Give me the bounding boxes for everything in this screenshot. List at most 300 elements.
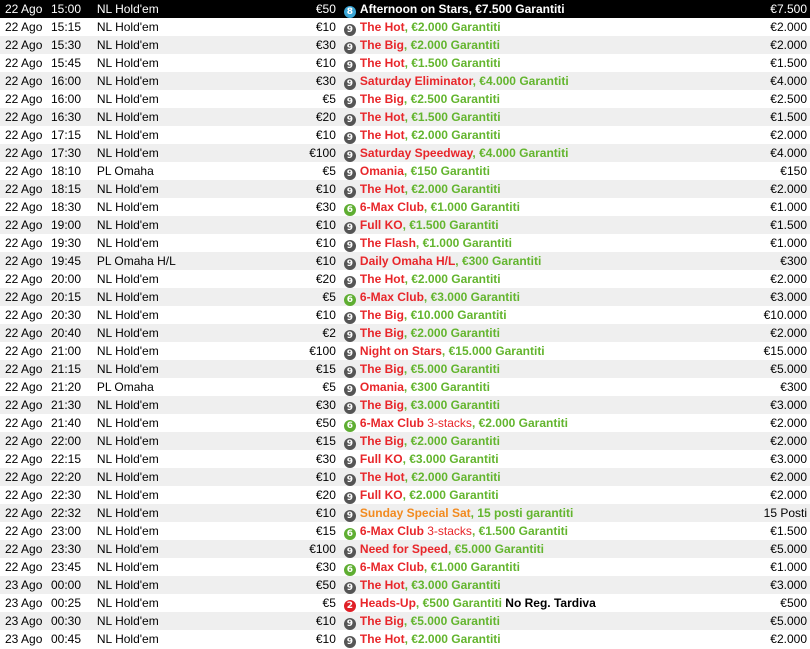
row-prize: €1.500 <box>742 108 810 126</box>
row-game-type: NL Hold'em <box>95 306 287 324</box>
tournament-row[interactable] <box>0 54 810 72</box>
table-size-badge-icon: 8 <box>344 6 356 18</box>
tournament-detail: , €3.000 Garantiti <box>403 398 500 412</box>
tournament-title[interactable]: Night on Stars <box>359 344 442 358</box>
tournament-title[interactable]: The Big <box>359 362 404 376</box>
row-date: 22 Ago <box>0 180 49 198</box>
table-size-badge-icon: 9 <box>344 510 356 522</box>
table-size-badge-icon: 9 <box>344 24 356 36</box>
row-date: 22 Ago <box>0 450 49 468</box>
tournament-detail: , €2.000 Garantiti <box>404 20 501 34</box>
row-tournament-name <box>342 288 742 306</box>
row-tournament-name <box>342 180 742 198</box>
tournament-title[interactable]: 6-Max Club <box>359 560 424 574</box>
row-tournament-name <box>342 594 742 612</box>
tournament-detail: , €2.500 Garantiti <box>403 92 500 106</box>
tournament-title[interactable]: Omania <box>359 380 404 394</box>
row-game-type: NL Hold'em <box>95 432 287 450</box>
tournament-title[interactable]: 6-Max Club <box>359 416 424 430</box>
row-date: 23 Ago <box>0 612 49 630</box>
row-tournament-name <box>342 486 742 504</box>
row-prize: €2.000 <box>742 270 810 288</box>
row-game-type: NL Hold'em <box>95 108 287 126</box>
tournament-detail: , €7.500 Garantiti <box>468 2 565 16</box>
row-game-type: NL Hold'em <box>95 180 287 198</box>
row-game-type: NL Hold'em <box>95 198 287 216</box>
tournament-title[interactable]: The Big <box>359 38 404 52</box>
row-buyin: €30 <box>287 450 342 468</box>
tournament-detail: 3-stacks <box>423 524 472 538</box>
row-date: 22 Ago <box>0 54 49 72</box>
tournament-detail: , €5.000 Garantiti <box>403 614 500 628</box>
row-buyin: €100 <box>287 540 342 558</box>
row-date: 22 Ago <box>0 234 49 252</box>
row-tournament-name <box>342 432 742 450</box>
tournament-title[interactable]: Full KO <box>359 452 403 466</box>
row-game-type: NL Hold'em <box>95 558 287 576</box>
row-buyin: €10 <box>287 468 342 486</box>
row-date: 22 Ago <box>0 216 49 234</box>
row-date: 22 Ago <box>0 108 49 126</box>
tournament-row[interactable] <box>0 144 810 162</box>
tournament-detail: , €2.000 Garantiti <box>404 470 501 484</box>
row-game-type: NL Hold'em <box>95 234 287 252</box>
row-tournament-name <box>342 612 742 630</box>
row-prize: €2.500 <box>742 90 810 108</box>
row-buyin: €50 <box>287 414 342 432</box>
table-size-badge-icon: 9 <box>344 150 356 162</box>
row-date: 22 Ago <box>0 468 49 486</box>
tournament-row[interactable] <box>0 414 810 432</box>
tournament-title[interactable]: The Hot <box>359 56 405 70</box>
row-date: 22 Ago <box>0 162 49 180</box>
row-game-type: NL Hold'em <box>95 396 287 414</box>
tournament-row[interactable] <box>0 486 810 504</box>
row-date: 22 Ago <box>0 342 49 360</box>
tournament-title[interactable]: Daily Omaha H/L <box>359 254 456 268</box>
row-tournament-name <box>342 90 742 108</box>
row-time: 20:30 <box>49 306 95 324</box>
row-date: 22 Ago <box>0 144 49 162</box>
tournament-detail: , 15 posti garantiti <box>470 506 574 520</box>
tournament-row[interactable] <box>0 36 810 54</box>
row-buyin: €10 <box>287 18 342 36</box>
row-prize: €5.000 <box>742 360 810 378</box>
row-date: 22 Ago <box>0 270 49 288</box>
row-tournament-name <box>342 378 742 396</box>
row-tournament-name <box>342 540 742 558</box>
tournament-row[interactable] <box>0 288 810 306</box>
tournament-row[interactable] <box>0 594 810 612</box>
tournament-row[interactable] <box>0 18 810 36</box>
row-prize: €1.500 <box>742 522 810 540</box>
table-size-badge-icon: 9 <box>344 186 356 198</box>
row-prize: €3.000 <box>742 450 810 468</box>
row-date: 22 Ago <box>0 0 49 18</box>
tournament-row[interactable] <box>0 342 810 360</box>
tournament-row[interactable] <box>0 558 810 576</box>
row-date: 22 Ago <box>0 504 49 522</box>
tournament-row[interactable] <box>0 540 810 558</box>
row-tournament-name <box>342 216 742 234</box>
tournament-detail: 3-stacks <box>423 416 472 430</box>
row-game-type: NL Hold'em <box>95 288 287 306</box>
tournament-title[interactable]: Sunday Special Sat <box>359 506 471 520</box>
table-size-badge-icon: 9 <box>344 636 356 648</box>
row-prize: €2.000 <box>742 414 810 432</box>
tournament-title[interactable]: Full KO <box>359 488 403 502</box>
tournament-row[interactable] <box>0 396 810 414</box>
row-time: 20:00 <box>49 270 95 288</box>
tournament-detail: , €2.000 Garantiti <box>403 326 500 340</box>
row-game-type: NL Hold'em <box>95 612 287 630</box>
row-prize: €2.000 <box>742 180 810 198</box>
tournament-detail: , €150 Garantiti <box>403 164 490 178</box>
row-time: 22:32 <box>49 504 95 522</box>
table-size-badge-icon: 6 <box>344 204 356 216</box>
row-buyin: €20 <box>287 486 342 504</box>
row-time: 00:30 <box>49 612 95 630</box>
tournament-detail: , €1.000 Garantiti <box>423 200 520 214</box>
row-prize: €1.000 <box>742 198 810 216</box>
row-tournament-name <box>342 198 742 216</box>
tournament-title[interactable]: Full KO <box>359 218 403 232</box>
table-size-badge-icon: 6 <box>344 294 356 306</box>
table-size-badge-icon: 9 <box>344 78 356 90</box>
tournament-title[interactable]: The Big <box>359 398 404 412</box>
tournament-row[interactable] <box>0 378 810 396</box>
tournament-detail: No Reg. Tardiva <box>501 596 596 610</box>
tournament-title[interactable]: The Hot <box>359 470 405 484</box>
table-size-badge-icon: 9 <box>344 366 356 378</box>
row-game-type: NL Hold'em <box>95 468 287 486</box>
tournament-row[interactable] <box>0 162 810 180</box>
tournament-detail: , €500 Garantiti <box>415 596 502 610</box>
row-tournament-name <box>342 450 742 468</box>
row-time: 22:30 <box>49 486 95 504</box>
tournament-row[interactable] <box>0 504 810 522</box>
row-buyin: €100 <box>287 342 342 360</box>
row-date: 22 Ago <box>0 378 49 396</box>
row-tournament-name <box>342 270 742 288</box>
row-tournament-name <box>342 72 742 90</box>
row-time: 00:45 <box>49 630 95 648</box>
tournament-row[interactable] <box>0 450 810 468</box>
tournament-detail: , €2.000 Garantiti <box>404 272 501 286</box>
row-tournament-name <box>342 324 742 342</box>
tournament-row[interactable] <box>0 0 810 18</box>
tournament-row[interactable] <box>0 72 810 90</box>
tournament-title[interactable]: Omania <box>359 164 404 178</box>
row-date: 22 Ago <box>0 36 49 54</box>
row-prize: €2.000 <box>742 468 810 486</box>
row-buyin: €30 <box>287 558 342 576</box>
table-size-badge-icon: 9 <box>344 168 356 180</box>
tournament-title[interactable]: The Flash <box>359 236 416 250</box>
row-tournament-name <box>342 558 742 576</box>
tournament-title[interactable]: Afternoon on Stars <box>359 2 469 16</box>
table-size-badge-icon: 9 <box>344 312 356 324</box>
row-buyin: €10 <box>287 126 342 144</box>
row-tournament-name <box>342 108 742 126</box>
row-buyin: €50 <box>287 576 342 594</box>
tournament-detail: , €1.500 Garantiti <box>402 218 499 232</box>
row-buyin: €50 <box>287 0 342 18</box>
row-prize: €1.000 <box>742 234 810 252</box>
row-game-type: NL Hold'em <box>95 504 287 522</box>
row-game-type: NL Hold'em <box>95 90 287 108</box>
row-game-type: NL Hold'em <box>95 216 287 234</box>
tournament-title[interactable]: The Big <box>359 614 404 628</box>
row-game-type: NL Hold'em <box>95 594 287 612</box>
tournament-row[interactable] <box>0 126 810 144</box>
row-prize: €4.000 <box>742 144 810 162</box>
row-time: 19:00 <box>49 216 95 234</box>
row-tournament-name <box>342 522 742 540</box>
tournament-title[interactable]: Heads-Up <box>359 596 416 610</box>
row-prize: €1.500 <box>742 216 810 234</box>
tournament-row[interactable] <box>0 90 810 108</box>
tournament-title[interactable]: 6-Max Club <box>359 290 424 304</box>
row-date: 23 Ago <box>0 576 49 594</box>
tournament-title[interactable]: The Big <box>359 92 404 106</box>
row-prize: €15.000 <box>742 342 810 360</box>
row-tournament-name <box>342 234 742 252</box>
tournament-title[interactable]: The Big <box>359 308 404 322</box>
row-game-type: NL Hold'em <box>95 414 287 432</box>
row-time: 23:00 <box>49 522 95 540</box>
row-prize: €4.000 <box>742 72 810 90</box>
row-buyin: €30 <box>287 198 342 216</box>
row-game-type: NL Hold'em <box>95 630 287 648</box>
row-buyin: €10 <box>287 54 342 72</box>
row-tournament-name <box>342 162 742 180</box>
tournament-title[interactable]: Saturday Speedway <box>359 146 473 160</box>
row-buyin: €5 <box>287 594 342 612</box>
tournament-row[interactable] <box>0 270 810 288</box>
row-prize: €3.000 <box>742 396 810 414</box>
row-game-type: PL Omaha <box>95 162 287 180</box>
tournament-row[interactable] <box>0 522 810 540</box>
tournament-title[interactable]: The Big <box>359 434 404 448</box>
row-time: 22:15 <box>49 450 95 468</box>
row-prize: €10.000 <box>742 306 810 324</box>
tournament-detail: , €300 Garantiti <box>403 380 490 394</box>
table-size-badge-icon: 9 <box>344 276 356 288</box>
row-game-type: NL Hold'em <box>95 360 287 378</box>
row-date: 23 Ago <box>0 630 49 648</box>
table-size-badge-icon: 6 <box>344 528 356 540</box>
row-date: 22 Ago <box>0 558 49 576</box>
row-game-type: NL Hold'em <box>95 522 287 540</box>
row-date: 22 Ago <box>0 306 49 324</box>
row-buyin: €15 <box>287 360 342 378</box>
tournament-row[interactable] <box>0 180 810 198</box>
row-tournament-name <box>342 306 742 324</box>
tournament-row[interactable] <box>0 306 810 324</box>
tournament-title[interactable]: The Hot <box>359 20 405 34</box>
tournament-title[interactable]: 6-Max Club <box>359 524 424 538</box>
table-size-badge-icon: 9 <box>344 384 356 396</box>
row-time: 17:15 <box>49 126 95 144</box>
row-buyin: €10 <box>287 630 342 648</box>
row-time: 21:30 <box>49 396 95 414</box>
row-prize: €500 <box>742 594 810 612</box>
row-tournament-name <box>342 504 742 522</box>
row-time: 16:30 <box>49 108 95 126</box>
row-prize: €5.000 <box>742 540 810 558</box>
tournament-title[interactable]: The Hot <box>359 182 405 196</box>
row-time: 21:20 <box>49 378 95 396</box>
tournament-detail: , €4.000 Garantiti <box>472 146 569 160</box>
tournament-detail: , €2.000 Garantiti <box>471 416 568 430</box>
tournament-detail: , €1.000 Garantiti <box>423 560 520 574</box>
tournament-row[interactable] <box>0 252 810 270</box>
row-prize: €2.000 <box>742 18 810 36</box>
row-time: 20:15 <box>49 288 95 306</box>
tournament-detail: , €2.000 Garantiti <box>404 632 501 646</box>
row-game-type: NL Hold'em <box>95 72 287 90</box>
tournament-detail: , €3.000 Garantiti <box>404 578 501 592</box>
row-buyin: €15 <box>287 522 342 540</box>
row-tournament-name <box>342 18 742 36</box>
row-buyin: €10 <box>287 180 342 198</box>
tournament-detail: , €2.000 Garantiti <box>404 182 501 196</box>
tournament-detail: , €2.000 Garantiti <box>404 128 501 142</box>
row-time: 00:00 <box>49 576 95 594</box>
table-size-badge-icon: 9 <box>344 60 356 72</box>
row-date: 22 Ago <box>0 72 49 90</box>
row-game-type: NL Hold'em <box>95 486 287 504</box>
tournament-detail: , €5.000 Garantiti <box>403 362 500 376</box>
tournament-title[interactable]: 6-Max Club <box>359 200 424 214</box>
tournament-row[interactable] <box>0 630 810 648</box>
row-time: 17:30 <box>49 144 95 162</box>
row-prize: €1.500 <box>742 54 810 72</box>
row-buyin: €30 <box>287 396 342 414</box>
tournament-row[interactable] <box>0 234 810 252</box>
row-date: 22 Ago <box>0 414 49 432</box>
row-tournament-name <box>342 36 742 54</box>
row-prize: €3.000 <box>742 576 810 594</box>
row-tournament-name <box>342 126 742 144</box>
tournament-detail: , €1.500 Garantiti <box>404 56 501 70</box>
row-time: 18:10 <box>49 162 95 180</box>
tournament-detail: , €15.000 Garantiti <box>441 344 545 358</box>
tournament-row[interactable] <box>0 468 810 486</box>
row-prize: 15 Posti <box>742 504 810 522</box>
row-time: 15:45 <box>49 54 95 72</box>
row-buyin: €10 <box>287 216 342 234</box>
tournament-row[interactable] <box>0 360 810 378</box>
row-game-type: PL Omaha <box>95 378 287 396</box>
row-prize: €2.000 <box>742 126 810 144</box>
tournament-detail: , €2.000 Garantiti <box>403 434 500 448</box>
row-buyin: €5 <box>287 162 342 180</box>
row-time: 15:00 <box>49 0 95 18</box>
tournament-detail: , €2.000 Garantiti <box>402 488 499 502</box>
row-buyin: €10 <box>287 504 342 522</box>
table-size-badge-icon: 9 <box>344 114 356 126</box>
table-size-badge-icon: 9 <box>344 492 356 504</box>
row-date: 22 Ago <box>0 486 49 504</box>
tournament-title[interactable]: The Hot <box>359 110 405 124</box>
tournament-detail: , €3.000 Garantiti <box>402 452 499 466</box>
row-game-type: NL Hold'em <box>95 450 287 468</box>
tournament-detail: , €2.000 Garantiti <box>403 38 500 52</box>
row-tournament-name <box>342 576 742 594</box>
row-game-type: NL Hold'em <box>95 36 287 54</box>
row-prize: €2.000 <box>742 432 810 450</box>
row-game-type: NL Hold'em <box>95 126 287 144</box>
tournament-title[interactable]: Saturday Eliminator <box>359 74 473 88</box>
row-game-type: NL Hold'em <box>95 324 287 342</box>
row-time: 19:30 <box>49 234 95 252</box>
row-buyin: €30 <box>287 72 342 90</box>
row-date: 22 Ago <box>0 198 49 216</box>
table-size-badge-icon: 9 <box>344 330 356 342</box>
table-size-badge-icon: 9 <box>344 402 356 414</box>
row-prize: €7.500 <box>742 0 810 18</box>
tournament-row[interactable] <box>0 216 810 234</box>
row-tournament-name <box>342 54 742 72</box>
tournament-title[interactable]: The Hot <box>359 578 405 592</box>
tournament-title[interactable]: Need for Speed <box>359 542 448 556</box>
row-buyin: €10 <box>287 306 342 324</box>
row-date: 23 Ago <box>0 594 49 612</box>
row-game-type: NL Hold'em <box>95 270 287 288</box>
table-size-badge-icon: 9 <box>344 456 356 468</box>
row-tournament-name <box>342 144 742 162</box>
row-prize: €2.000 <box>742 486 810 504</box>
tournament-title[interactable]: The Hot <box>359 632 405 646</box>
tournament-detail: , €10.000 Garantiti <box>403 308 507 322</box>
tournament-row[interactable] <box>0 108 810 126</box>
row-tournament-name <box>342 630 742 648</box>
tournament-row[interactable] <box>0 612 810 630</box>
row-time: 21:15 <box>49 360 95 378</box>
row-buyin: €20 <box>287 108 342 126</box>
row-buyin: €5 <box>287 378 342 396</box>
row-prize: €300 <box>742 378 810 396</box>
tournament-title[interactable]: The Hot <box>359 272 405 286</box>
tournament-row[interactable] <box>0 432 810 450</box>
table-size-badge-icon: 6 <box>344 420 356 432</box>
row-tournament-name <box>342 0 742 18</box>
tournament-title[interactable]: The Big <box>359 326 404 340</box>
tournament-detail: , €4.000 Garantiti <box>472 74 569 88</box>
row-date: 22 Ago <box>0 18 49 36</box>
table-size-badge-icon: 9 <box>344 42 356 54</box>
tournament-row[interactable] <box>0 576 810 594</box>
row-tournament-name <box>342 396 742 414</box>
tournament-row[interactable] <box>0 198 810 216</box>
table-size-badge-icon: 9 <box>344 618 356 630</box>
row-prize: €300 <box>742 252 810 270</box>
row-game-type: NL Hold'em <box>95 18 287 36</box>
row-game-type: NL Hold'em <box>95 342 287 360</box>
row-time: 22:20 <box>49 468 95 486</box>
row-prize: €2.000 <box>742 630 810 648</box>
table-size-badge-icon: 9 <box>344 222 356 234</box>
tournament-title[interactable]: The Hot <box>359 128 405 142</box>
row-tournament-name <box>342 414 742 432</box>
tournament-detail: , €1.500 Garantiti <box>404 110 501 124</box>
row-time: 15:30 <box>49 36 95 54</box>
row-buyin: €10 <box>287 234 342 252</box>
tournament-row[interactable] <box>0 324 810 342</box>
row-game-type: NL Hold'em <box>95 0 287 18</box>
